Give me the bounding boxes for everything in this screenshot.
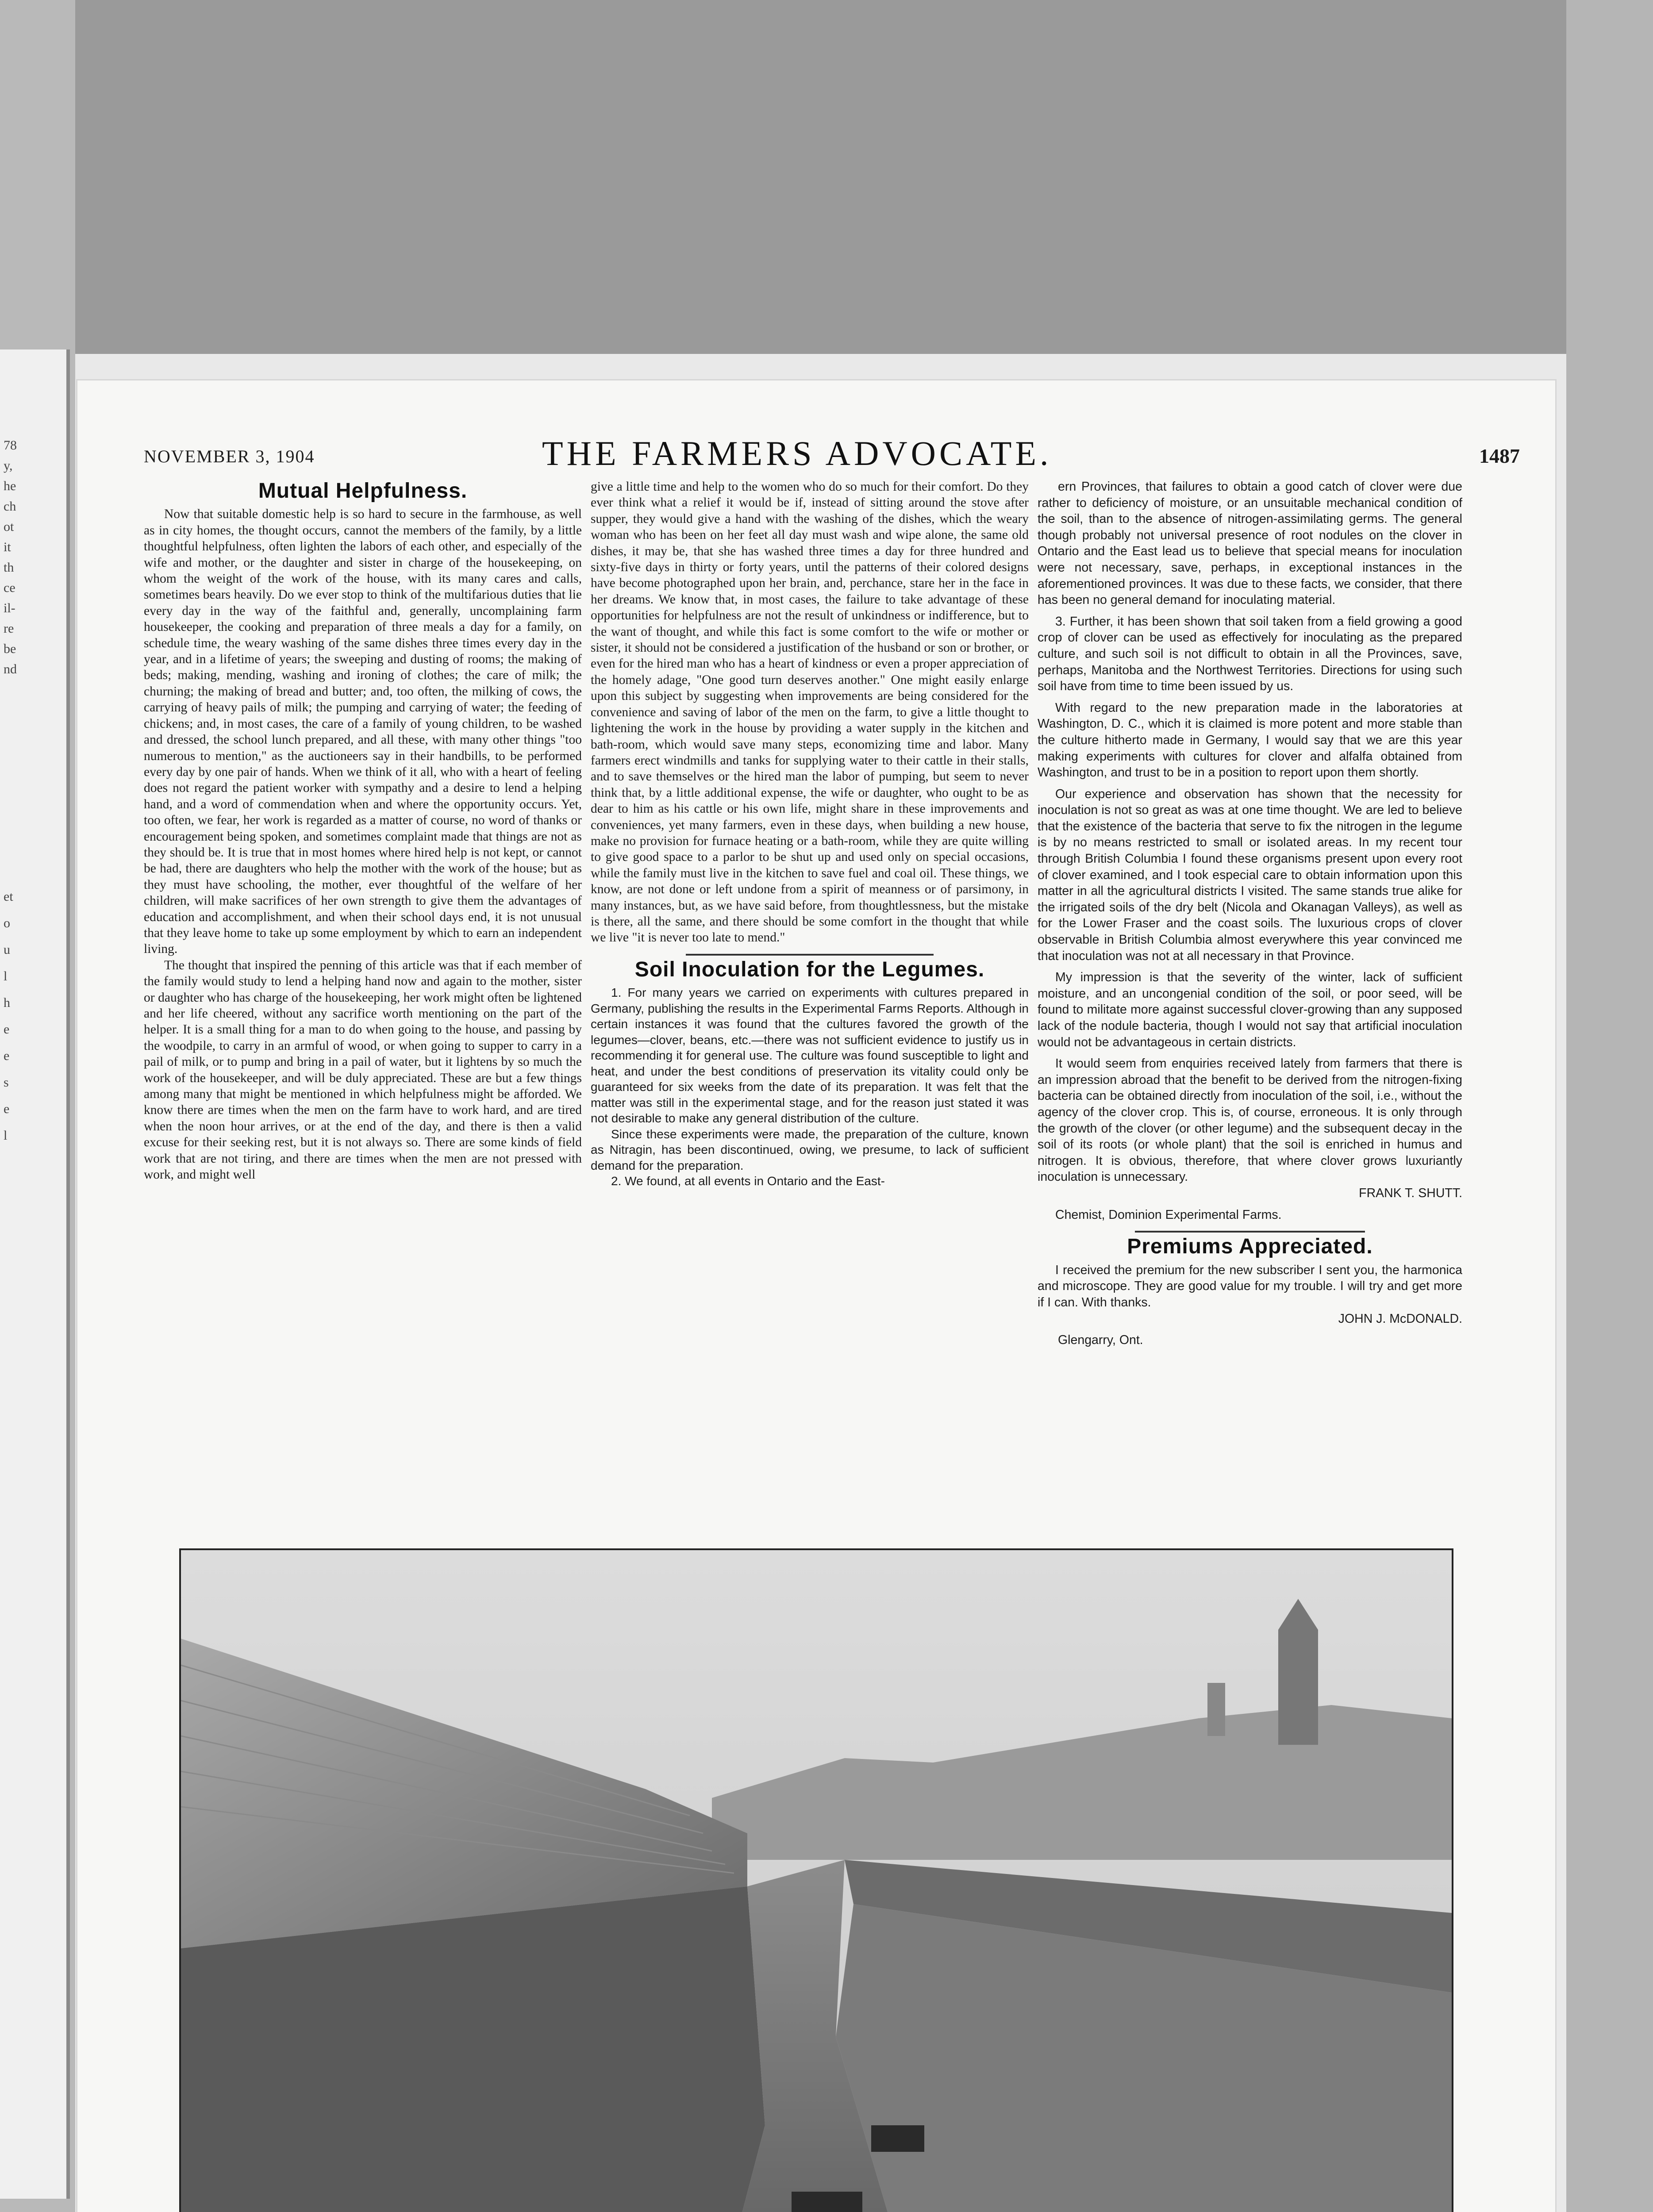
column-3: [1038, 479, 1462, 1354]
previous-page-edge: [0, 349, 70, 2199]
page-number: 1487: [1479, 445, 1520, 467]
signature-title: Chemist, Dominion Experimental Farms.: [1055, 1207, 1282, 1222]
previous-page-text-fragment: il-: [4, 601, 15, 615]
section-divider: [686, 954, 934, 956]
scan-background-right: [1566, 0, 1653, 2212]
previous-page-text-fragment: y,: [4, 458, 13, 473]
previous-page-text-fragment: nd: [4, 662, 17, 676]
article-paragraph: give a little time and help to the women who do so much for their comfort. Do they ever think what a relief it would be if, instead of sitting around the stove after supper, they would give a hand with the washing of the dishes, which the weary woman who has been on her feet all day must wash and wipe alone, the same old dishes, it may be, that she has washed three times a day for three hundred and sixty-five days in thirty or forty years, until the patterns of their colored designs have become photographed upon her brain, and, perchance, stare her in the face in her dreams. We know that, in most cases, the failure to take advantage of these opportunities for helpfulness are not the result of unkindness or indifference, but to the want of thought, and while this fact is some comfort to the wife or mother or sister, it should not be considered a justification of the husband or son or brother, or even for the hired man who has a heart of kindness or even a proper appreciation of the homely adage, "One good turn deserves another." One might easily enlarge upon this subject by suggesting when improvements are being considered for the convenience and saving of labor of the men on the farm, to give a little thought to lightening the work in the house by providing a water supply in the kitchen and bath-room, which would save many steps, economizing time and labor. Many farmers erect windmills and tanks for supplying water to their cattle in their stalls, and to save themselves or the hired man the labor of pumping, but seem to never think that, by a little additional expense, the wife or daughter, who ought to be as dear to him as his cattle or his own life, might share in these improvements and conveniences, yet many farmers, even in these days, when building a new house, make no provision for furnace heating or a bath-room, while they are quite willing to give good space to a parlor to be shut up and used only on special occasions, while the family must live in the kitchen to save fuel and coal oil. These things, we know, are not done or left undone from a spirit of meanness or of parsimony, in many instances, but, as we have said before, from thoughtlessness, but the mistake is there, all the same, and there should be some comfort in the thought that while we live "it is never too late to mend.": [591, 480, 1029, 945]
article-title-premiums-appreciated: Premiums Appreciated.: [1127, 1235, 1373, 1259]
previous-page-text-fragment: e: [4, 1022, 10, 1037]
article-paragraph: It would seem from enquiries received lately from farmers that there is an impression abroad that the benefit to be derived from the nitrogen-fixing bacteria can be obtained directly from inoculation of the soil, i.e., without the agency of the clover crop. This is, of course, erroneous. It is only through the growth of the clover (or other legume) and the subsequent decay in the soil of its roots (or whole plant) that the soil is enriched in humus and nitrogen. It is obvious, therefore, that where clover grows luxuriantly inoculation is unnecessary.: [1038, 1056, 1462, 1184]
letter-body: I received the premium for the new subscriber I sent you, the harmonica and microscope. They are good value for my trouble. I will try and get more if I can. With thanks.: [1038, 1263, 1462, 1310]
article-paragraph: With regard to the new preparation made in the laboratories at Washington, D. C., which it is claimed is more potent and more stable than the culture hitherto made in Germany, I would say that we are this year making experiments with cultures for clover and alfalfa obtained from Washington, and trust to be in a position to report upon them shortly.: [1038, 700, 1462, 780]
previous-page-text-fragment: ce: [4, 580, 15, 595]
article-paragraph: My impression is that the severity of the winter, lack of sufficient moisture, and an uncongenial condition of the soil, or poor seed, will be found to militate more against successful clover-growing than any supposed lack of the nodule bacteria, though I would not say that artificial inoculation would not be advantageous in certain districts.: [1038, 970, 1462, 1049]
previous-page-text-fragment: u: [4, 942, 10, 957]
scan-background-top: [0, 0, 1653, 354]
article-title-mutual-helpfulness: Mutual Helpfulness.: [258, 479, 468, 503]
article-paragraph: The thought that inspired the penning of this article was that if each member of the family would study to lend a helping hand now and again to the mother, sister or daughter who has charge of the housekeeping, her work might often be lightened and her life cheered, without any sacrifice worth mentioning on the part of the helper. It is a small thing for a man to do when going to the house, and passing by the woodpile, to carry in an armful of wood, or when going to supper to carry in a pail of milk, or to pump and bring in a pail of water, but it lightens by so much the work of the housekeeper, and will be duly appreciated. These are but a few things among many that might be mentioned in which helpfulness might be afforded. We know there are times when the men on the farm have to work hard, and are tired when the noon hour arrives, or at the end of the day, and there is then a valid excuse for their seeking rest, but it is not always so. There are some kinds of field work that are not tiring, and there are times when the men are not pressed with work, and might well: [144, 958, 582, 1182]
newspaper-page: [77, 380, 1555, 2212]
previous-page-text-fragment: l: [4, 1128, 8, 1143]
article-paragraph: Our experience and observation has shown that the necessity for inoculation is not so great as was at one time thought. We are led to believe that the existence of the bacteria that serve to fix the nitrogen in the legume is by no means restricted to small or isolated areas. In my recent tour through British Columbia I found these organisms present upon every root of clover examined, and I took especial care to obtain information upon this matter in all the agricultural districts I visited. The same stands true alike for the irrigated soils of the dry belt (Nicola and Okanagan Valleys), as well as for the Lower Fraser and the coast soils. The luxurious crops of clover observable in British Columbia almost everywhere this year convinced me that inoculation was not at all necessary in that Province.: [1038, 787, 1462, 963]
column-1: [144, 479, 582, 1183]
previous-page-text-fragment: th: [4, 560, 14, 575]
previous-page-text-fragment: it: [4, 540, 11, 554]
article-paragraph: Since these experiments were made, the preparation of the culture, known as Nitragin, has been discontinued, owing, we presume, to lack of sufficient demand for the preparation.: [591, 1127, 1029, 1172]
page-header: [144, 434, 1520, 473]
previous-page-text-fragment: s: [4, 1075, 9, 1090]
article-title-soil-inoculation: Soil Inoculation for the Legumes.: [634, 957, 985, 981]
previous-page-text-fragment: h: [4, 995, 10, 1010]
previous-page-text-fragment: e: [4, 1048, 10, 1063]
previous-page-text-fragment: 78: [4, 438, 17, 453]
article-paragraph: ern Provinces, that failures to obtain a good catch of clover were due rather to deficiency of moisture, or an unsuitable mechanical condition of the soil, than to the absence of nitrogen-assimilating germs. The general though probably not universal presence of root nodules on the clover in Ontario and the East lead us to believe that special means for inoculation were not necessary, save, perhaps, in exceptional instances in the aforementioned provinces. It was due to these facts, we consider, that there has been no general demand for inoculating material.: [1038, 480, 1462, 607]
previous-page-text-fragment: be: [4, 641, 16, 656]
letter-author: JOHN J. McDONALD.: [1338, 1311, 1462, 1326]
freight-terminus-photo: [179, 1548, 1453, 2212]
previous-page-text-fragment: ch: [4, 499, 16, 514]
previous-page-text-fragment: e: [4, 1102, 10, 1116]
signature-name: FRANK T. SHUTT.: [1359, 1186, 1462, 1200]
article-paragraph: 2. We found, at all events in Ontario and the East-: [611, 1174, 885, 1188]
article-paragraph: 1. For many years we carried on experiments with cultures prepared in Germany, publishing the results in the Experimental Farms Reports. Although in certain instances it was found that the cultures favored the growth of the legumes—clover, beans, etc.—there was not sufficient evidence to justify us in recommending it for general use. The culture was found susceptible to light and heat, and under the best conditions of preservation its vitality could only be guaranteed for six weeks from the date of its preparation. It was felt that the matter was still in the experimental stage, and for the reason just stated it was not desirable to make any general distribution of the culture.: [591, 986, 1029, 1125]
previous-page-text-fragment: ot: [4, 519, 14, 534]
previous-page-text-fragment: o: [4, 916, 10, 930]
masthead: THE FARMERS ADVOCATE.: [542, 434, 1052, 472]
issue-date: NOVEMBER 3, 1904: [144, 446, 315, 466]
previous-page-text-fragment: re: [4, 621, 14, 636]
section-divider: [1135, 1231, 1365, 1233]
previous-page-text-fragment: et: [4, 889, 13, 904]
article-paragraph: 3. Further, it has been shown that soil taken from a field growing a good crop of clover can be used as effectively for inoculating as the prepared culture, and such soil is not difficult to obtain in all the Provinces, save, perhaps, Manitoba and the Northwest Territories. Directions for using such soil have from time to time been issued by us.: [1038, 614, 1462, 694]
article-paragraph: Now that suitable domestic help is so hard to secure in the farmhouse, as well as in city homes, the thought occurs, cannot the members of the family, by a little thoughtful helpfulness, often lighten the labors of each other, and especially of the wife and mother, or the daughter and sister in charge of the housekeeping, on whom the weight of the work of the house, with its many cares and calls, sometimes bears heavily. Do we ever stop to think of the multifarious duties that lie every day in the way of the faithful and, generally, uncomplaining farm housekeeper, the cooking and preparation of three meals a day for a family, on schedule time, the weary washing of the same dishes three times every day in the year, and in a lifetime of years; the sweeping and dusting of rooms; the making of beds; making, mending, washing and ironing of clothes; the care of milk; the churning; the making of bread and butter; and, too often, the milking of cows, the carrying of heavy pails of milk; the pumping and carrying of water; the feeding of chickens; and, in most cases, the care of a family of young children, to be washed and dressed, the school lunch prepared, and all these, with many other things "too numerous to mention," as the auctioneers say in their handbills, to be performed every day by one pair of hands. When we think of it all, who with a heart of feeling does not regard the patient worker with sympathy and a desire to lend a helping hand, and a word of commendation when and where the opportunity occurs. Yet, too often, we fear, her work is regarded as a matter of course, no word of thanks or encouragement being spoken, and sometimes complaint made that things are not as they should be. It is true that in most homes where hired help is not kept, or cannot be had, there are daughters who help the mother with the work of the house; but as they must have schooling, the mother, ever thoughtful of the welfare of her children, will make sacrifices of her own strength to give them the advantages of education and accomplishment, and when their school days end, it is not unusual that they leave home to take up some employment by which to earn an independent living.: [144, 507, 582, 956]
previous-page-text-fragment: he: [4, 479, 16, 493]
letter-place: Glengarry, Ont.: [1058, 1333, 1143, 1348]
previous-page-text-fragment: l: [4, 969, 8, 983]
column-2: [591, 479, 1029, 1189]
